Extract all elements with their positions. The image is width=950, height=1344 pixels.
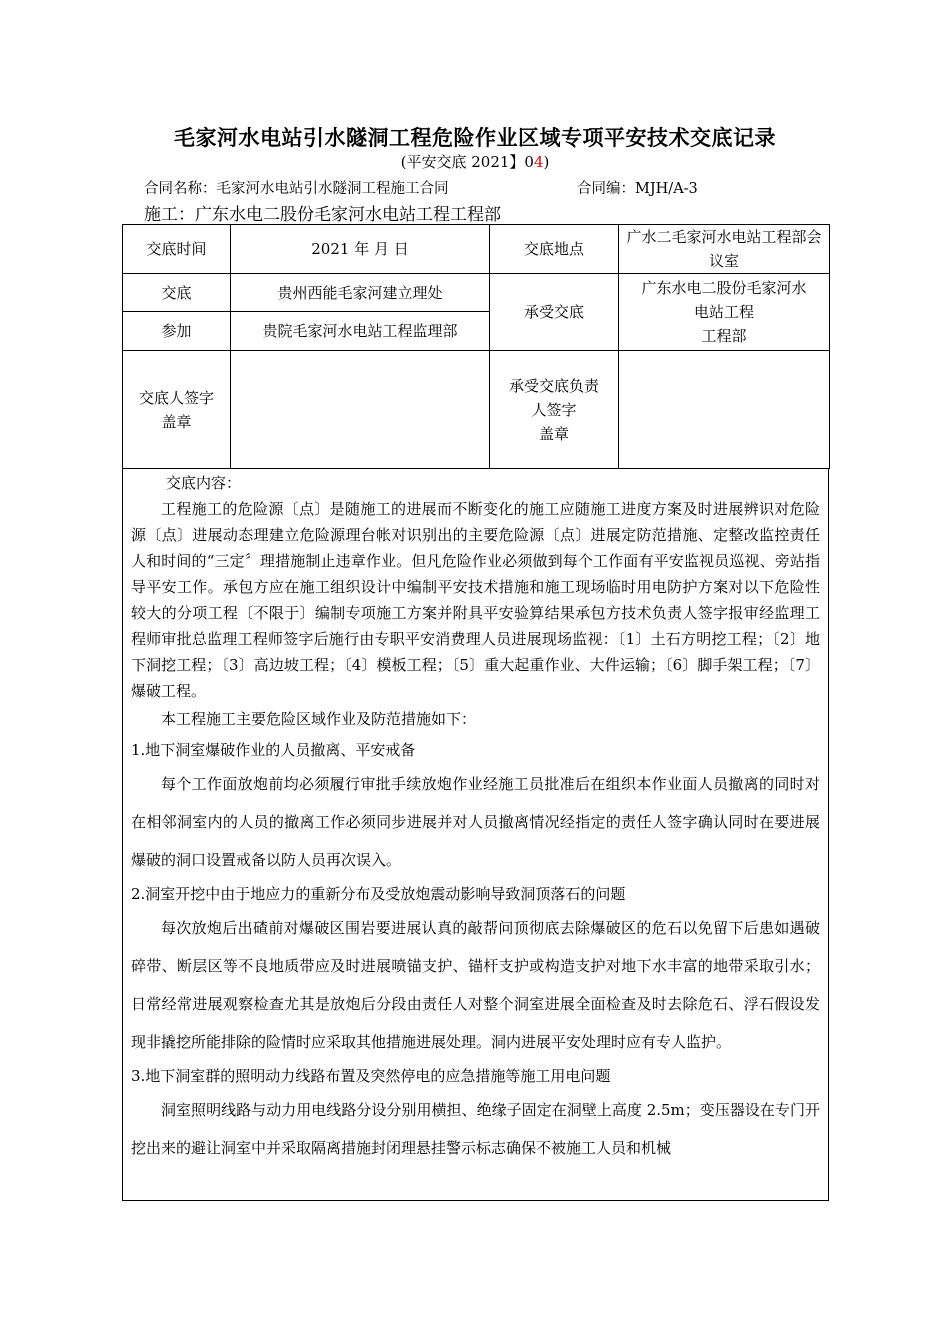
signer-label xyxy=(123,351,231,469)
canjia-label: 参加 xyxy=(123,312,231,351)
document-title: 毛家河水电站引水隧洞工程危险作业区域专项平安技术交底记录 xyxy=(174,126,776,150)
document-number-red: 4 xyxy=(533,153,544,171)
table-row xyxy=(123,225,830,274)
document-number-suffix: ) xyxy=(543,153,550,171)
section-1-body: 每个工作面放炮前均必须履行审批手续放炮作业经施工员批准后在组织本作业面人员撤离的同时对在相邻洞室内的人员的撤离工作必须同步进展并对人员撤离情况经指定的责任人签字确认同时在要进展爆破的洞口设置戒备以防人员再次误入。 xyxy=(131,775,820,869)
receiver-sign-line: 承受交底负责 xyxy=(508,376,599,395)
place-value: 广水二毛家河水电站工程部会议室 xyxy=(619,225,830,274)
briefing-content xyxy=(122,468,829,1201)
receive-line: 工程部 xyxy=(701,327,747,345)
table-row xyxy=(123,274,830,312)
receiver-sign-line: 盖章 xyxy=(538,424,569,443)
receive-line: 广东水电二股份毛家河水 xyxy=(641,279,807,297)
time-label: 交底时间 xyxy=(123,225,231,274)
canjia-value: 贵院毛家河水电站工程监理部 xyxy=(231,312,490,351)
signer-label-line: 交底人签字 xyxy=(138,388,214,407)
document-number xyxy=(0,151,950,172)
contract-name: 合同名称：毛家河水电站引水隧洞工程施工合同 xyxy=(144,181,449,197)
section-2-heading: 2.洞室开挖中由于地应力的重新分布及受放炮震动影响导致洞顶落石的问题 xyxy=(131,885,626,903)
section-3-heading: 3.地下洞室群的照明动力线路布置及突然停电的应急措施等施工用电问题 xyxy=(131,1067,611,1085)
table-row xyxy=(123,351,830,469)
receiver-sign-line: 人签字 xyxy=(531,400,577,419)
builder-line: 施工：广东水电二股份毛家河水电站工程工程部 xyxy=(144,205,501,225)
receiver-sign-label xyxy=(490,351,619,469)
section-2-body: 每次放炮后出碴前对爆破区围岩要进展认真的敲帮问顶彻底去除爆破区的危石以免留下后患如遇破碎带、断层区等不良地质带应及时进展喷锚支护、锚杆支护或构造支护对地下水丰富的地带采取引水；日常经常进展观察检查尤其是放炮后分段由责任人对整个洞室进展全面检查及时去除危石、浮石假设发现非撬挖所能排除的险情时应采取其他措施进展处理。洞内进展平安处理时应有专人监护。 xyxy=(131,919,820,1051)
section-1-heading: 1.地下洞室爆破作业的人员撤离、平安戒备 xyxy=(131,741,416,759)
jiaodi-label: 交底 xyxy=(123,274,231,312)
receive-label: 承受交底 xyxy=(490,274,619,351)
receiver-signature-area xyxy=(619,351,830,469)
time-value: 2021 年 月 日 xyxy=(231,225,490,274)
place-label: 交底地点 xyxy=(490,225,619,274)
intro-paragraph: 工程施工的危险源〔点〕是随施工的进展而不断变化的施工应随施工进度方案及时进展辨识对危险源〔点〕进展动态理建立危险源理台帐对识别出的主要危险源〔点〕进展定防范措施、定整改监控责任人和时间的“三定〞理措施制止违章作业。但凡危险作业必须做到每个工作面有平安监视员巡视、旁站指导平安工作。承包方应在施工组织设计中编制平安技术措施和施工现场临时用电防护方案对以下危险性较大的分项工程〔不限于〕编制专项施工方案并附具平安验算结果承包方技术负责人签字报审经监理工程师审批总监理工程师签字后施行由专职平安消费理人员进展现场监视：〔1〕土石方明挖工程；〔2〕地下洞挖工程；〔3〕高边坡工程；〔4〕模板工程；〔5〕重大起重作业、大件运输；〔6〕脚手架工程；〔7〕爆破工程。 xyxy=(131,500,820,700)
jiaodi-value: 贵州西能毛家河建立理处 xyxy=(231,274,490,312)
receive-value xyxy=(619,274,830,351)
info-table xyxy=(122,224,830,469)
receive-line: 电站工程 xyxy=(693,303,754,321)
contract-number: 合同编：MJH/A-3 xyxy=(577,181,698,197)
content-label: 交底内容： xyxy=(166,474,242,492)
section-3-body: 洞室照明线路与动力用电线路分设分别用横担、绝缘子固定在洞壁上高度 2.5m；变压器设在专门开挖出来的避让洞室中并采取隔离措施封闭理悬挂警示标志确保不被施工人员和机械 xyxy=(131,1101,820,1157)
lead-paragraph: 本工程施工主要危险区域作业及防范措施如下： xyxy=(161,710,477,728)
signer-label-line: 盖章 xyxy=(161,412,192,431)
signer-signature-area xyxy=(231,351,490,469)
document-number-prefix: (平安交底 2021】0 xyxy=(400,153,534,171)
